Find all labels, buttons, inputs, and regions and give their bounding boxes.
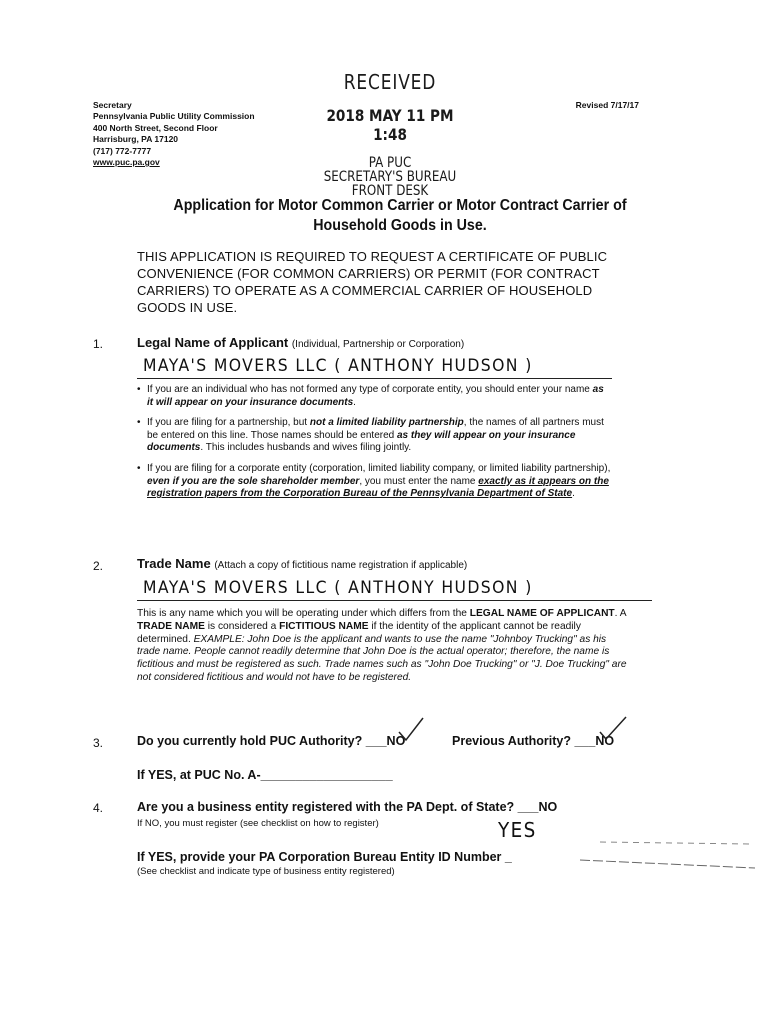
- entity-id-question: If YES, provide your PA Corporation Bureau Entity ID Number _: [137, 850, 512, 864]
- label-sub: (Individual, Partnership or Corporation): [291, 339, 465, 350]
- page-title: [124, 196, 676, 236]
- scan-mark: [560, 828, 760, 878]
- address-line: Pennsylvania Public Utility Commission: [93, 111, 255, 122]
- puc-number-field[interactable]: If YES, at PUC No. A-___________________: [137, 768, 393, 782]
- address-line: Secretary: [93, 100, 132, 110]
- entity-type-note: (See checklist and indicate type of business entity registered): [137, 866, 395, 877]
- legal-name-label: [137, 335, 464, 350]
- stamp-received: RECEIVED: [343, 70, 437, 94]
- section-number: 4.: [93, 801, 104, 815]
- legal-name-handwritten: MAYA'S MOVERS LLC ( ANTHONY HUDSON ): [143, 356, 533, 376]
- yes-handwritten: YES: [498, 818, 537, 842]
- address-line: 400 North Street, Second Floor: [93, 122, 218, 133]
- list-item: • If you are filing for a partnership, but not a limited liability partnership, the names of all partners must be entered on this line. Those names should be entered as they will appear on your insurance documents. This includes husbands and wives filing jointly.: [137, 417, 604, 454]
- address-block: [93, 100, 255, 168]
- trade-name-label: [137, 556, 467, 571]
- previous-authority-question: Previous Authority? ___NO: [452, 734, 615, 748]
- stamp-line: FRONT DESK: [351, 183, 429, 199]
- section-number: 2.: [93, 559, 104, 573]
- title-line: Household Goods in Use.: [313, 217, 487, 234]
- trade-name-explanation: This is any name which you will be operating under which differs from the LEGAL NAME OF APPLICANT. A TRADE NAME is considered a FICTITIOUS NAME if the identity of the applicant cannot be readily determined. EXAMPLE: John Doe is the applicant and wants to use the name "Johnboy Trucking" as his trade name. People cannot readily determine that John Doe is the actual operator; therefore, the name is fictitious and must be registered as such. Trade names such as "John Doe Trucking" or "J. Doe Trucking" are not considered fictitious and would not have to be registered.: [137, 608, 627, 683]
- checkmark-icon: [598, 714, 628, 740]
- title-line: Application for Motor Common Carrier or Motor Contract Carrier of: [173, 197, 627, 214]
- register-note: If NO, you must register (see checklist on how to register): [137, 818, 379, 829]
- stamp-date: 2018 MAY 11 PM 1:48: [326, 106, 454, 144]
- section-number: 1.: [93, 337, 104, 351]
- legal-name-instructions: [137, 384, 612, 509]
- stamp-line: SECRETARY'S BUREAU: [323, 169, 457, 185]
- label-text: Trade Name: [137, 556, 211, 571]
- list-item: • If you are filing for a corporate entity (corporation, limited liability company, or limited liability partnership), even if you are the sole shareholder member, you must enter the name exactly as it appears on the registration papers from the Corporation Bureau of the Pennsylvania Department of State.: [137, 462, 611, 500]
- website-link[interactable]: www.puc.pa.gov: [93, 157, 160, 168]
- intro-text: THIS APPLICATION IS REQUIRED TO REQUEST A CERTIFICATE OF PUBLIC CONVENIENCE (FOR COMMON CARRIERS) OR PERMIT (FOR CONTRACT CARRIERS) TO OPERATE AS A COMMERCIAL CARRIER OF HOUSEHOLD GOODS IN USE.: [137, 249, 608, 315]
- label-sub: (Attach a copy of fictitious name registration if applicable): [214, 560, 468, 571]
- address-line: (717) 772-7777: [93, 145, 152, 156]
- trade-name-field-line[interactable]: [137, 600, 652, 601]
- address-line: Harrisburg, PA 17120: [93, 134, 179, 145]
- received-stamp: [300, 70, 480, 198]
- section-number: 3.: [93, 736, 104, 750]
- trade-name-handwritten: MAYA'S MOVERS LLC ( ANTHONY HUDSON ): [143, 578, 533, 598]
- stamp-line: PA PUC: [368, 155, 412, 171]
- label-text: Legal Name of Applicant: [137, 335, 289, 350]
- dept-state-question: Are you a business entity registered with the PA Dept. of State? ___NO: [137, 800, 558, 814]
- current-authority-question: Do you currently hold PUC Authority? ___NO: [137, 734, 406, 748]
- legal-name-field-line[interactable]: [137, 378, 612, 379]
- checkmark-icon: [397, 716, 427, 742]
- revised-date: Revised 7/17/17: [575, 100, 639, 110]
- list-item: • If you are an individual who has not formed any type of corporate entity, you should enter your name as it will appear on your insurance documents.: [137, 384, 604, 408]
